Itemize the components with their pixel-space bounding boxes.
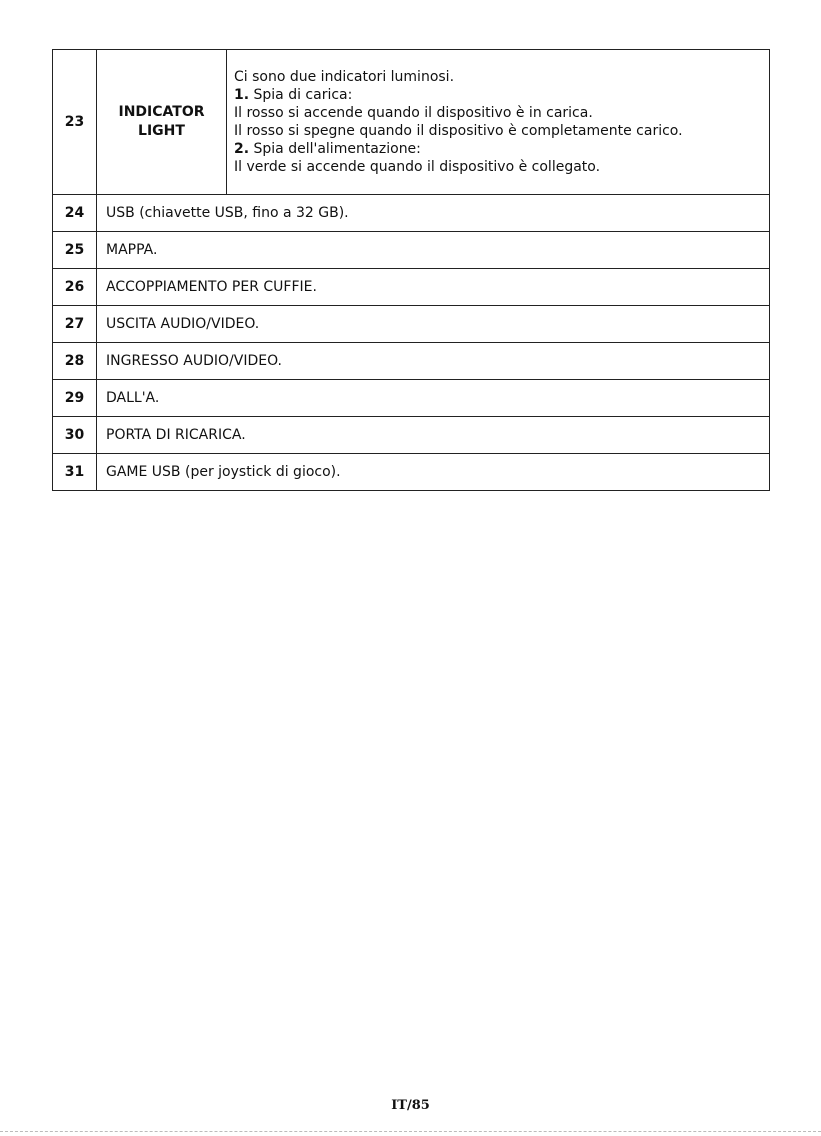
item-title: Spia dell'alimentazione: [249, 141, 421, 157]
row-number: 29 [53, 380, 97, 417]
description-intro: Ci sono due indicatori luminosi. [234, 69, 455, 85]
row-text: PORTA DI RICARICA. [97, 417, 770, 454]
row-text: USCITA AUDIO/VIDEO. [97, 306, 770, 343]
description-line: Il rosso si accende quando il dispositivo è in carica. [234, 105, 593, 121]
feature-label [97, 50, 227, 195]
table-row [53, 269, 770, 306]
row-number: 24 [53, 195, 97, 232]
row-number: 26 [53, 269, 97, 306]
spec-table [52, 49, 770, 491]
item-number: 2. [234, 141, 250, 157]
feature-label-line: INDICATOR [118, 104, 205, 120]
table-row [53, 195, 770, 232]
row-number: 31 [53, 454, 97, 491]
row-number: 23 [53, 50, 97, 195]
table-row [53, 306, 770, 343]
description-item-heading [234, 86, 763, 104]
table-row [53, 454, 770, 491]
row-number: 30 [53, 417, 97, 454]
description-line: Il rosso si spegne quando il dispositivo è completamente carico. [234, 123, 683, 139]
row-number: 27 [53, 306, 97, 343]
row-text: MAPPA. [97, 232, 770, 269]
row-text: DALL'A. [97, 380, 770, 417]
description-line: Il verde si accende quando il dispositivo è collegato. [234, 159, 601, 175]
row-text: INGRESSO AUDIO/VIDEO. [97, 343, 770, 380]
row-text: USB (chiavette USB, fino a 32 GB). [97, 195, 770, 232]
row-text: ACCOPPIAMENTO PER CUFFIE. [97, 269, 770, 306]
table-row [53, 417, 770, 454]
feature-label-line: LIGHT [138, 123, 185, 139]
table-row [53, 232, 770, 269]
table-row [53, 380, 770, 417]
description-item-heading [234, 140, 763, 158]
table-row [53, 343, 770, 380]
item-number: 1. [234, 87, 250, 103]
row-text: GAME USB (per joystick di gioco). [97, 454, 770, 491]
row-number: 25 [53, 232, 97, 269]
feature-description [227, 50, 770, 195]
table-row [53, 50, 770, 195]
row-number: 28 [53, 343, 97, 380]
bottom-divider [0, 1131, 821, 1132]
page-number: IT/85 [391, 1098, 430, 1113]
item-title: Spia di carica: [249, 87, 353, 103]
